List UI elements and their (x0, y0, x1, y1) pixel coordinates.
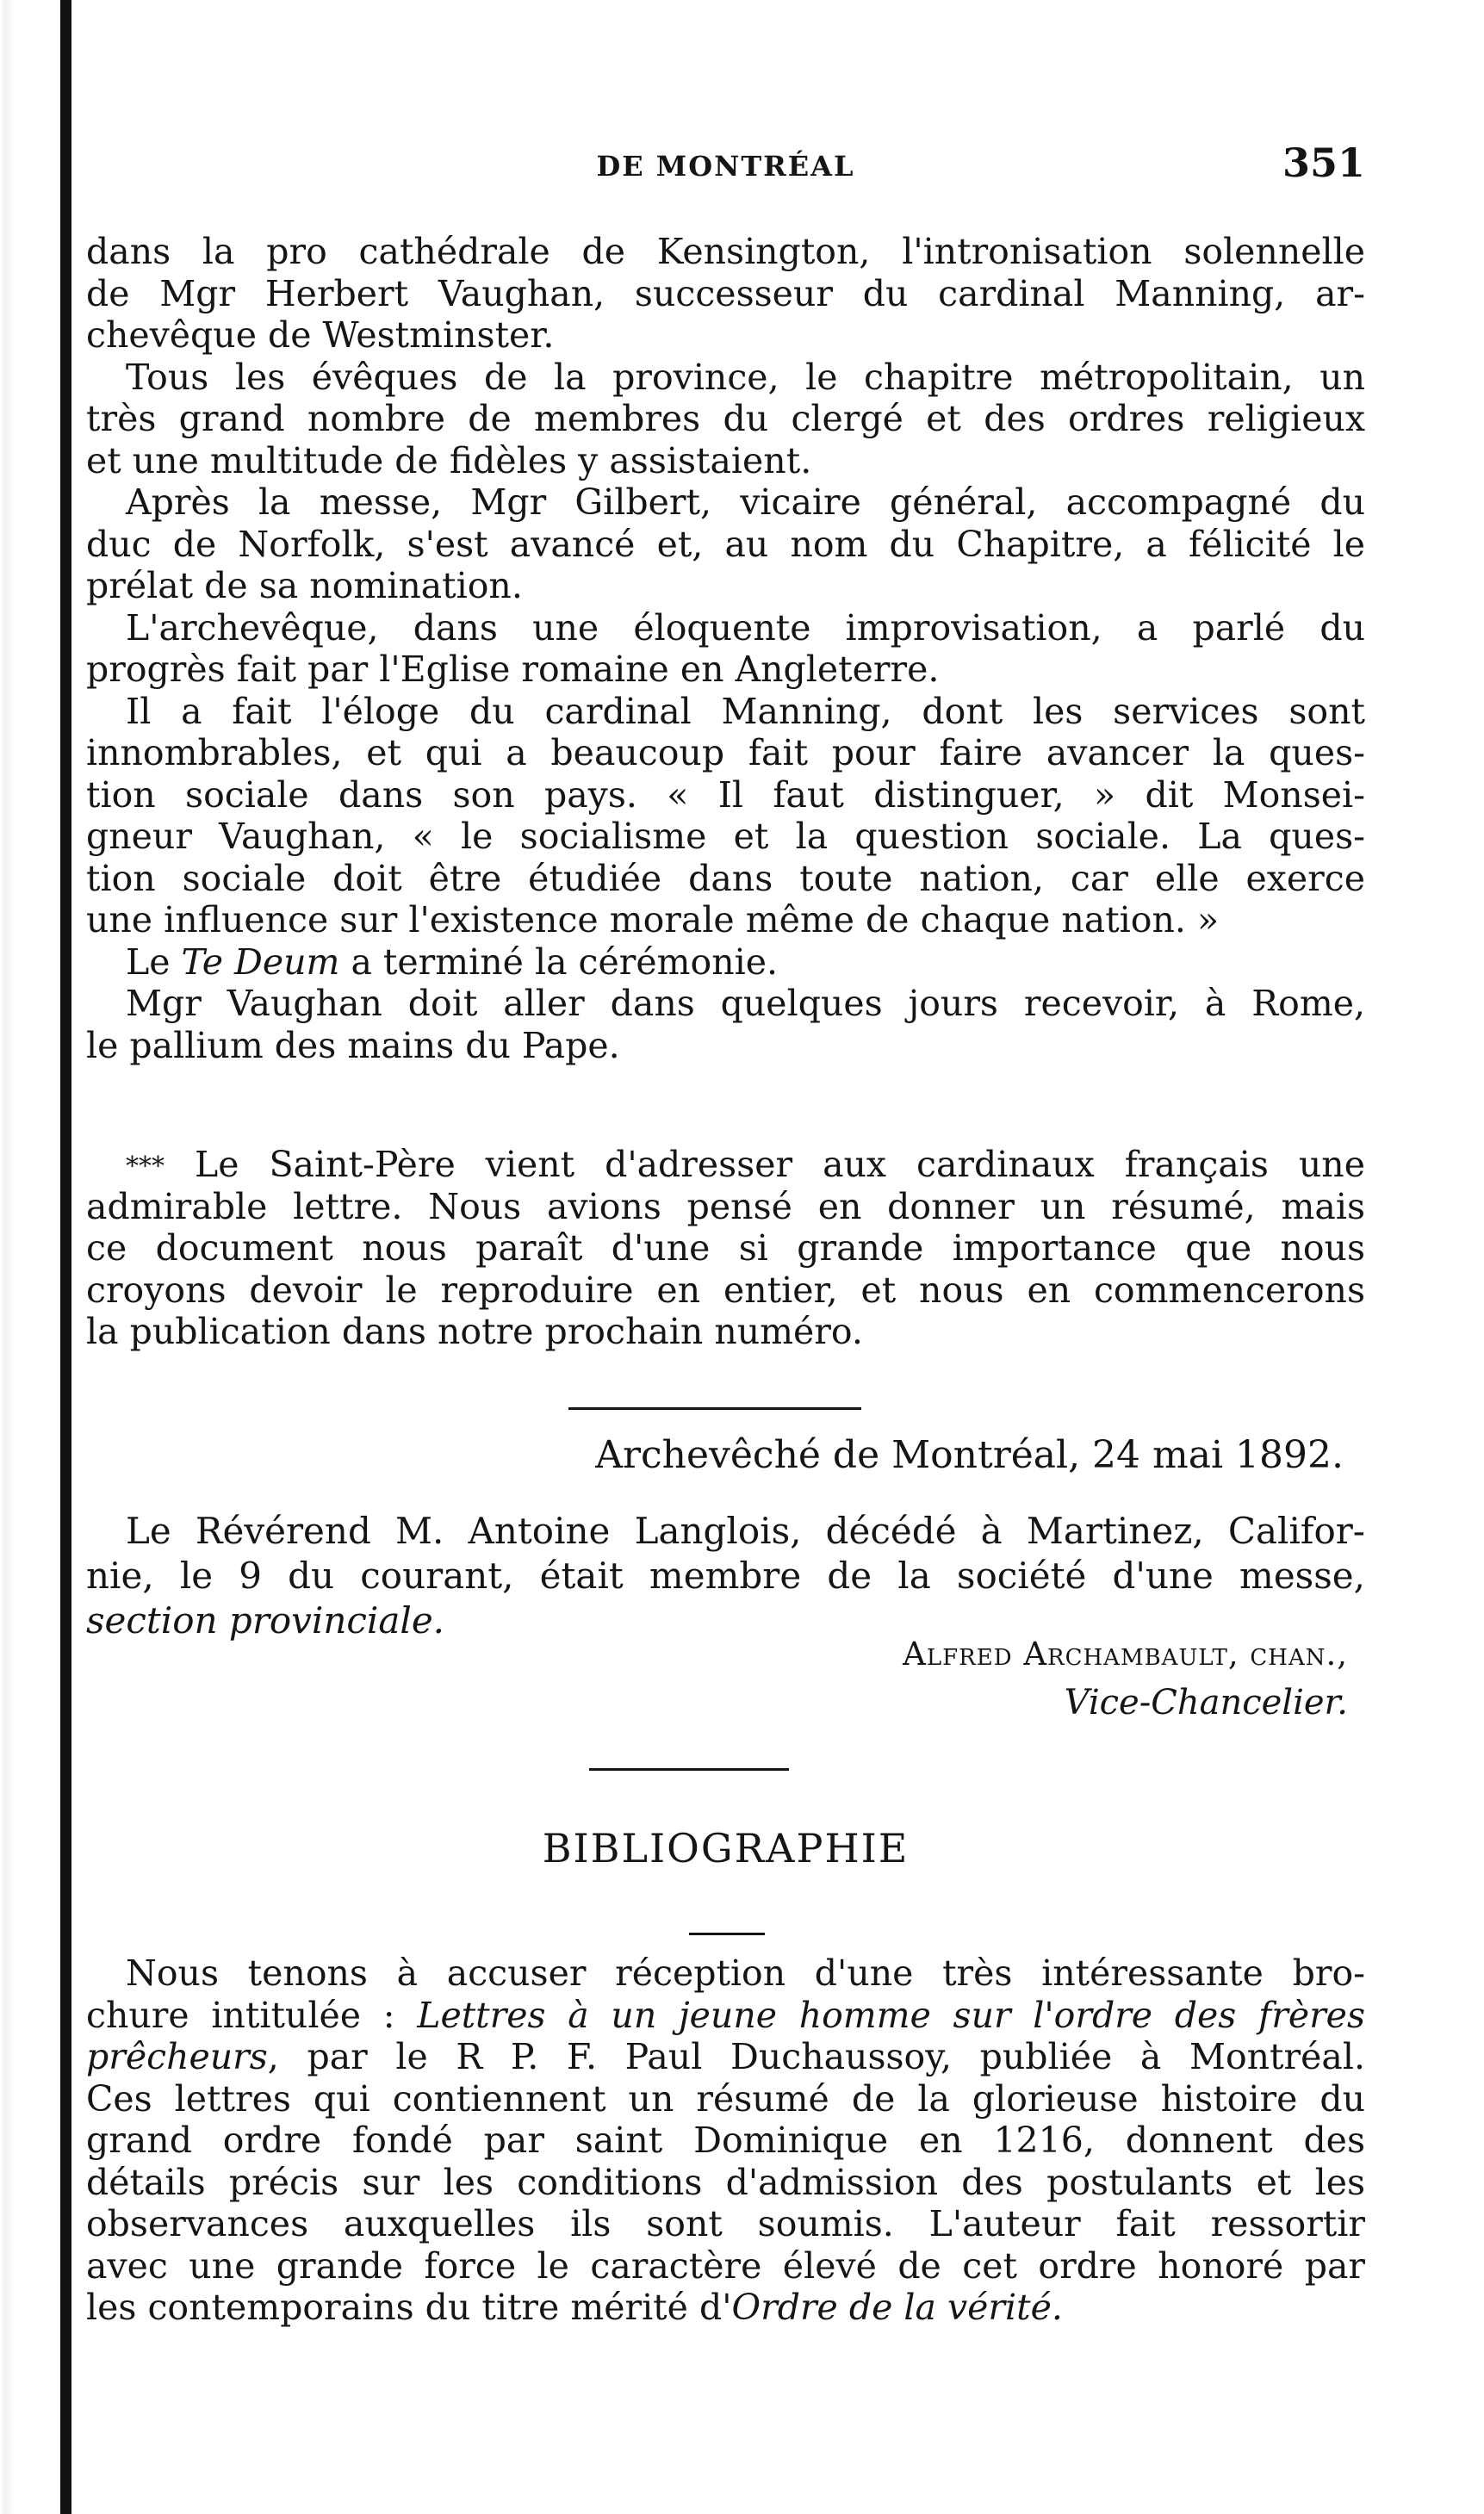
article-line: chevêque de Westminster. (86, 314, 555, 356)
notice-first-text: Le Saint-Père vient d'adresser aux cardinaux français une (194, 1144, 1365, 1185)
obituary-line: Le Révérend M. Antoine Langlois, décédé à Martinez, Califor- (126, 1510, 1365, 1552)
bibliography-line: Nous tenons à accuser réception d'une très intéressante bro- (126, 1952, 1365, 1994)
section-divider (568, 1407, 861, 1410)
page-number: 351 (1282, 140, 1365, 186)
section-heading: BIBLIOGRAPHIE (542, 1825, 910, 1872)
bibliography-last-line (86, 2287, 1365, 2329)
article-line: très grand nombre de membres du clergé et des ordres religieux (86, 398, 1365, 439)
order-title: Ordre de la vérité. (731, 2287, 1063, 2328)
heading-underline (689, 1933, 765, 1935)
te-deum-line (86, 941, 1365, 984)
papal-letter-notice (86, 1144, 1365, 1353)
book-title: Lettres à un jeune homme sur l'ordre des frères (417, 1994, 1365, 2036)
document-page (86, 0, 1365, 2514)
signature-title: Vice-Chancelier. (1064, 1683, 1348, 1723)
running-head (86, 138, 1365, 198)
article-line: gneur Vaughan, « le socialisme et la question sociale. La ques- (86, 816, 1365, 857)
news-article (86, 231, 1365, 1066)
article-line: Tous les évêques de la province, le chapitre métropolitain, un (126, 356, 1365, 398)
notice-line (86, 1144, 1365, 1186)
article-line: et une multitude de fidèles y assistaient. (86, 439, 812, 481)
article-line: progrès fait par l'Eglise romaine en Angleterre. (86, 649, 940, 690)
bibliography-line: observances auxquelles ils sont soumis. L'auteur fait ressortir (86, 2203, 1365, 2244)
notice-line: admirable lettre. Nous avions pensé en donner un résumé, mais (86, 1185, 1365, 1227)
article-line: L'archevêque, dans une éloquente improvisation, a parlé du (126, 606, 1365, 649)
bibliography-line: grand ordre fondé par saint Dominique en 1216, donnent des (86, 2120, 1365, 2161)
bibliography-line: Ces lettres qui contiennent un résumé de la glorieuse histoire du (86, 2077, 1365, 2120)
article-line: innombrables, et qui a beaucoup fait pour faire avancer la ques- (86, 732, 1365, 773)
te-deum-prefix: Le (126, 940, 182, 983)
dateline: Archevêché de Montréal, 24 mai 1892. (595, 1433, 1344, 1477)
bibliography-text (86, 1952, 1365, 2329)
running-title: DE MONTRÉAL (596, 150, 855, 183)
te-deum-title: Te Deum (181, 940, 340, 983)
asterism: *** (126, 1151, 165, 1182)
book-title-continued: prêcheurs (86, 2036, 268, 2077)
te-deum-suffix: a terminé la cérémonie. (339, 940, 779, 983)
article-line: une influence sur l'existence morale même de chaque nation. » (86, 899, 1220, 940)
signature-block (903, 1630, 1348, 1727)
article-line: Mgr Vaughan doit aller dans quelques jours recevoir, à Rome, (126, 983, 1365, 1024)
notice-line: la publication dans notre prochain numéro. (86, 1311, 863, 1352)
obituary-notice (86, 1509, 1365, 1643)
article-line: tion sociale doit être étudiée dans toute nation, car elle exerce (86, 857, 1365, 899)
page-margin-rule (60, 0, 71, 2514)
obituary-line: section provinciale. (86, 1599, 445, 1642)
notice-line: ce document nous paraît d'une si grande importance que nous (86, 1227, 1365, 1269)
article-line: tion sociale dans son pays. « Il faut distinguer, » dit Monsei- (86, 773, 1365, 816)
bibliography-last-prefix: les contemporains du titre mérité d' (86, 2287, 732, 2328)
signature-name: Alfred Archambault, chan., (903, 1636, 1348, 1673)
article-line: prélat de sa nomination. (86, 565, 523, 606)
notice-line: croyons devoir le reproduire en entier, et nous en commencerons (86, 1269, 1365, 1311)
bibliography-title-line (86, 2036, 1365, 2078)
bibliography-line: détails précis sur les conditions d'admission des postulants et les (86, 2161, 1365, 2203)
article-line: Après la messe, Mgr Gilbert, vicaire général, accompagné du (126, 481, 1365, 523)
obituary-line: nie, le 9 du courant, était membre de la société d'une messe, (86, 1555, 1365, 1597)
article-line: le pallium des mains du Pape. (86, 1024, 620, 1066)
article-line: dans la pro cathédrale de Kensington, l'intronisation solennelle (86, 231, 1365, 272)
section-divider (589, 1768, 789, 1771)
bibliography-author-text: , par le R P. F. Paul Duchaussoy, publiée à Montréal. (267, 2036, 1365, 2077)
article-line: Il a fait l'éloge du cardinal Manning, dont les services sont (126, 690, 1365, 732)
binding-shadow (0, 0, 16, 2514)
article-line: de Mgr Herbert Vaughan, successeur du cardinal Manning, ar- (86, 272, 1365, 314)
bibliography-line: avec une grande force le caractère élevé de cet ordre honoré par (86, 2244, 1365, 2287)
bibliography-title-line (86, 1995, 1365, 2037)
bibliography-prefix: chure intitulée : (86, 1994, 418, 2036)
article-line: duc de Norfolk, s'est avancé et, au nom du Chapitre, a félicité le (86, 523, 1365, 565)
